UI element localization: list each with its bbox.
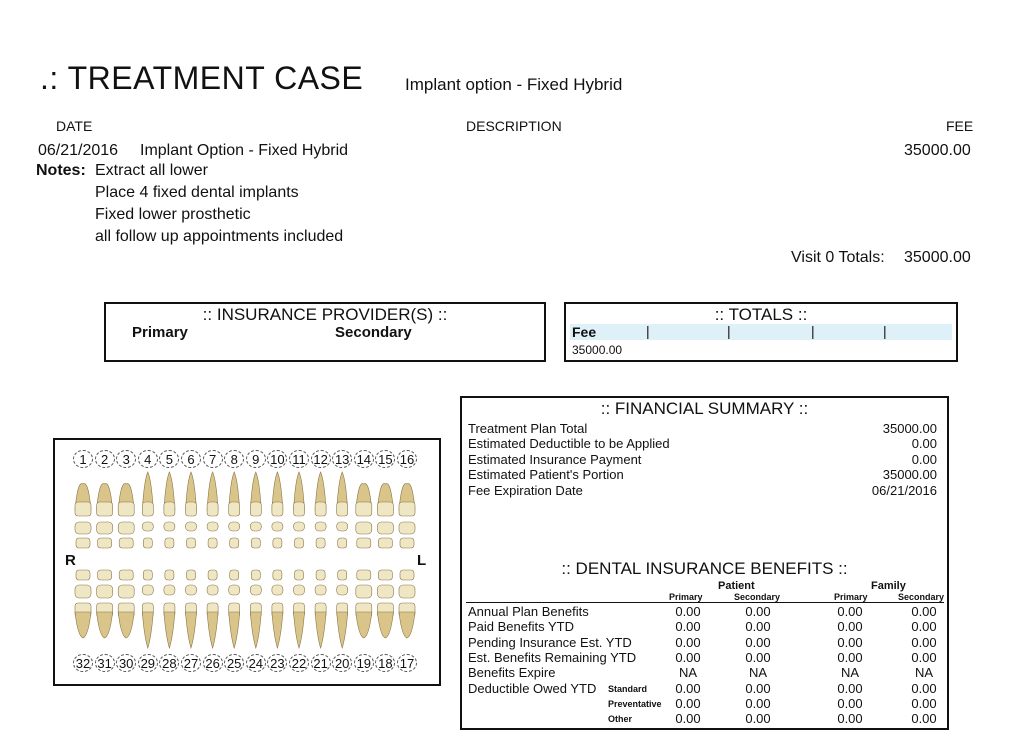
- lower-tooth-lingual: [400, 570, 414, 580]
- financial-summary-box: [460, 396, 949, 730]
- tooth-number[interactable]: 18: [375, 654, 395, 672]
- benefit-row-label: Deductible Owed YTD: [468, 680, 597, 696]
- note-line: Place 4 fixed dental implants: [95, 184, 299, 201]
- upper-tooth-crown: [118, 502, 134, 516]
- summary-label: Treatment Plan Total: [468, 421, 588, 436]
- notes-label: Notes:: [36, 162, 86, 179]
- upper-tooth-lingual: [295, 538, 304, 548]
- lower-tooth-occlusal: [164, 585, 175, 595]
- upper-tooth-lingual: [119, 538, 133, 548]
- benefit-value: 0.00: [911, 680, 937, 696]
- tooth-number[interactable]: 10: [267, 450, 287, 468]
- lower-tooth-root: [118, 612, 134, 638]
- lower-tooth-occlusal: [399, 585, 415, 598]
- upper-tooth-occlusal: [356, 522, 372, 534]
- column-separator: |: [811, 323, 815, 339]
- upper-tooth-crown: [250, 502, 261, 516]
- benefit-value: 0.00: [745, 711, 771, 727]
- summary-value: 0.00: [911, 452, 937, 467]
- tooth-number[interactable]: 8: [224, 450, 244, 468]
- upper-tooth-crown: [142, 502, 153, 516]
- entry-date: 06/21/2016: [38, 142, 119, 159]
- visit-totals-label: Visit 0 Totals:: [791, 249, 885, 266]
- benefit-value: 0.00: [745, 680, 771, 696]
- benefit-value: 0.00: [745, 649, 771, 665]
- lower-tooth-lingual: [143, 570, 152, 580]
- upper-tooth-lingual: [400, 538, 414, 548]
- tooth-number[interactable]: 32: [73, 654, 93, 672]
- deductible-type-label: Standard: [608, 683, 648, 694]
- tooth-number[interactable]: 13: [332, 450, 352, 468]
- benefit-value: NA: [840, 665, 860, 681]
- upper-tooth-lingual: [187, 538, 196, 548]
- deductible-type-label: Other: [608, 714, 633, 725]
- lower-tooth-root: [75, 612, 91, 638]
- upper-tooth-crown: [356, 502, 372, 516]
- upper-tooth-lingual: [273, 538, 282, 548]
- tooth-number[interactable]: 4: [138, 450, 158, 468]
- tooth-number[interactable]: 27: [181, 654, 201, 672]
- benefit-value: 0.00: [837, 695, 863, 711]
- tooth-number[interactable]: 25: [224, 654, 244, 672]
- lower-tooth-occlusal: [356, 585, 372, 598]
- benefit-value: 0.00: [675, 649, 701, 665]
- benefit-value: 0.00: [911, 619, 937, 635]
- summary-label: Estimated Insurance Payment: [468, 452, 642, 467]
- upper-tooth-occlusal: [337, 522, 348, 531]
- upper-tooth-occlusal: [75, 522, 91, 534]
- lower-tooth-occlusal: [207, 585, 218, 595]
- upper-tooth-occlusal: [164, 522, 175, 531]
- lower-tooth-lingual: [119, 570, 133, 580]
- benefit-value: 0.00: [911, 711, 937, 727]
- lower-tooth-lingual: [357, 570, 371, 580]
- lower-tooth-lingual: [378, 570, 392, 580]
- totals-box: [564, 302, 958, 362]
- benefit-value: 0.00: [911, 649, 937, 665]
- upper-tooth-occlusal: [229, 522, 240, 531]
- summary-value: 0.00: [911, 436, 937, 451]
- benefit-value: 0.00: [911, 634, 937, 650]
- tooth-number[interactable]: 11: [289, 450, 309, 468]
- note-line: all follow up appointments included: [95, 228, 344, 245]
- upper-tooth-occlusal: [186, 522, 197, 531]
- upper-tooth-lingual: [230, 538, 239, 548]
- tooth-number[interactable]: 26: [203, 654, 223, 672]
- tooth-number[interactable]: 16: [397, 450, 417, 468]
- entry-description: Implant Option - Fixed Hybrid: [140, 142, 349, 159]
- benefit-value: 0.00: [837, 680, 863, 696]
- patient-secondary-header: Secondary: [734, 592, 781, 602]
- tooth-number[interactable]: 17: [397, 654, 417, 672]
- benefit-value: 0.00: [911, 695, 937, 711]
- deductible-type-label: Preventative: [608, 698, 662, 709]
- tooth-number[interactable]: 9: [246, 450, 266, 468]
- tooth-number[interactable]: 31: [95, 654, 115, 672]
- entry-fee: 35000.00: [904, 142, 971, 159]
- lower-tooth-lingual: [165, 570, 174, 580]
- upper-tooth-occlusal: [272, 522, 283, 531]
- summary-label: Estimated Deductible to be Applied: [468, 436, 670, 451]
- date-column-header: DATE: [56, 118, 93, 134]
- patient-primary-header: Primary: [669, 592, 703, 602]
- upper-tooth-occlusal: [118, 522, 134, 534]
- upper-tooth-lingual: [251, 538, 260, 548]
- tooth-number[interactable]: 12: [311, 450, 331, 468]
- summary-value: 06/21/2016: [871, 483, 937, 498]
- tooth-number[interactable]: 20: [332, 654, 352, 672]
- secondary-provider-label: Secondary: [335, 324, 412, 341]
- upper-tooth-crown: [229, 502, 240, 516]
- tooth-number[interactable]: 2: [95, 450, 115, 468]
- upper-tooth-crown: [75, 502, 91, 516]
- tooth-number[interactable]: 30: [116, 654, 136, 672]
- benefit-value: 0.00: [675, 680, 701, 696]
- benefits-title: :: DENTAL INSURANCE BENEFITS ::: [561, 559, 848, 578]
- tooth-number[interactable]: 29: [138, 654, 158, 672]
- upper-tooth-lingual: [208, 538, 217, 548]
- tooth-number[interactable]: 22: [289, 654, 309, 672]
- upper-tooth-lingual: [98, 538, 112, 548]
- fee-column-header: FEE: [946, 118, 974, 134]
- left-side-label: L: [417, 552, 427, 569]
- insurance-providers-box: [104, 302, 546, 362]
- totals-fee-label: Fee: [572, 324, 597, 340]
- lower-tooth-root: [272, 612, 283, 648]
- patient-group-header: Patient: [718, 580, 755, 592]
- upper-tooth-crown: [399, 502, 415, 516]
- insurance-providers-title: :: INSURANCE PROVIDER(S) ::: [202, 305, 448, 324]
- tooth-number[interactable]: 21: [311, 654, 331, 672]
- upper-tooth-crown: [207, 502, 218, 516]
- upper-tooth-occlusal: [315, 522, 326, 531]
- upper-tooth-occlusal: [399, 522, 415, 534]
- lower-tooth-occlusal: [377, 585, 393, 598]
- lower-tooth-occlusal: [142, 585, 153, 595]
- tooth-number[interactable]: 6: [181, 450, 201, 468]
- benefit-row-label: Annual Plan Benefits: [468, 604, 589, 619]
- upper-tooth-crown: [337, 502, 348, 516]
- family-group-header: Family: [871, 580, 906, 592]
- lower-tooth-lingual: [316, 570, 325, 580]
- lower-tooth-lingual: [208, 570, 217, 580]
- lower-tooth-root: [356, 612, 372, 638]
- upper-tooth-lingual: [143, 538, 152, 548]
- lower-tooth-root: [164, 612, 175, 648]
- lower-tooth-occlusal: [337, 585, 348, 595]
- upper-tooth-occlusal: [207, 522, 218, 531]
- tooth-number[interactable]: 19: [354, 654, 374, 672]
- note-line: Fixed lower prosthetic: [95, 206, 251, 223]
- lower-tooth-root: [97, 612, 113, 638]
- benefit-row-label: Pending Insurance Est. YTD: [468, 634, 632, 650]
- lower-tooth-occlusal: [97, 585, 113, 598]
- column-separator: |: [646, 323, 650, 339]
- tooth-number[interactable]: 14: [354, 450, 374, 468]
- benefit-value: 0.00: [837, 634, 863, 650]
- benefit-value: 0.00: [837, 711, 863, 727]
- tooth-number[interactable]: 3: [116, 450, 136, 468]
- description-column-header: DESCRIPTION: [466, 118, 562, 134]
- upper-tooth-crown: [294, 502, 305, 516]
- benefit-value: NA: [678, 665, 698, 681]
- lower-tooth-occlusal: [294, 585, 305, 595]
- lower-tooth-occlusal: [272, 585, 283, 595]
- lower-tooth-lingual: [251, 570, 260, 580]
- right-side-label: R: [65, 552, 76, 569]
- lower-tooth-lingual: [76, 570, 90, 580]
- lower-tooth-lingual: [338, 570, 347, 580]
- family-secondary-header: Secondary: [898, 592, 945, 602]
- teeth-illustration[interactable]: [55, 440, 439, 684]
- upper-tooth-lingual: [357, 538, 371, 548]
- benefit-value: 0.00: [837, 619, 863, 635]
- lower-tooth-root: [250, 612, 261, 648]
- lower-tooth-root: [207, 612, 218, 648]
- financial-summary-title: :: FINANCIAL SUMMARY ::: [600, 399, 809, 418]
- benefit-value: 0.00: [745, 695, 771, 711]
- benefit-value: 0.00: [675, 711, 701, 727]
- page-subtitle: Implant option - Fixed Hybrid: [405, 75, 623, 94]
- tooth-number[interactable]: 7: [203, 450, 223, 468]
- benefit-value: 0.00: [837, 649, 863, 665]
- lower-tooth-root: [229, 612, 240, 648]
- benefit-value: 0.00: [675, 695, 701, 711]
- lower-tooth-occlusal: [315, 585, 326, 595]
- page-title: .: TREATMENT CASE: [40, 60, 364, 96]
- upper-tooth-lingual: [378, 538, 392, 548]
- lower-tooth-root: [399, 612, 415, 638]
- lower-tooth-lingual: [295, 570, 304, 580]
- lower-tooth-root: [142, 612, 153, 648]
- benefit-value: 0.00: [675, 604, 701, 619]
- lower-tooth-lingual: [230, 570, 239, 580]
- benefit-row-label: Paid Benefits YTD: [468, 619, 574, 635]
- lower-tooth-lingual: [273, 570, 282, 580]
- tooth-number[interactable]: 15: [375, 450, 395, 468]
- column-separator: |: [727, 323, 731, 339]
- benefit-value: 0.00: [837, 604, 863, 619]
- upper-tooth-crown: [272, 502, 283, 516]
- summary-value: 35000.00: [882, 421, 937, 436]
- benefit-value: 0.00: [745, 619, 771, 635]
- benefit-value: NA: [748, 665, 768, 681]
- note-line: Extract all lower: [95, 162, 208, 179]
- tooth-number[interactable]: 1: [73, 450, 93, 468]
- upper-tooth-crown: [377, 502, 393, 516]
- summary-label: Fee Expiration Date: [468, 483, 583, 498]
- family-primary-header: Primary: [834, 592, 868, 602]
- upper-tooth-occlusal: [250, 522, 261, 531]
- lower-tooth-root: [377, 612, 393, 638]
- upper-tooth-occlusal: [377, 522, 393, 534]
- upper-tooth-crown: [186, 502, 197, 516]
- benefit-value: 0.00: [675, 634, 701, 650]
- upper-tooth-crown: [97, 502, 113, 516]
- benefit-value: 0.00: [745, 634, 771, 650]
- benefit-value: 0.00: [911, 604, 937, 619]
- upper-tooth-crown: [315, 502, 326, 516]
- benefit-value: NA: [914, 665, 934, 681]
- tooth-number[interactable]: 24: [246, 654, 266, 672]
- upper-tooth-lingual: [76, 538, 90, 548]
- lower-tooth-occlusal: [75, 585, 91, 598]
- upper-tooth-occlusal: [97, 522, 113, 534]
- lower-tooth-occlusal: [118, 585, 134, 598]
- summary-value: 35000.00: [882, 467, 937, 482]
- tooth-number[interactable]: 28: [159, 654, 179, 672]
- primary-provider-label: Primary: [132, 324, 188, 341]
- lower-tooth-root: [315, 612, 326, 648]
- tooth-number[interactable]: 5: [159, 450, 179, 468]
- visit-totals-value: 35000.00: [904, 249, 971, 266]
- benefit-row-label: Est. Benefits Remaining YTD: [468, 649, 637, 665]
- summary-label: Estimated Patient's Portion: [468, 467, 624, 482]
- lower-tooth-lingual: [187, 570, 196, 580]
- upper-tooth-lingual: [165, 538, 174, 548]
- upper-tooth-crown: [164, 502, 175, 516]
- upper-tooth-lingual: [338, 538, 347, 548]
- benefit-row-label: Benefits Expire: [468, 665, 556, 681]
- benefit-value: 0.00: [675, 619, 701, 635]
- upper-tooth-lingual: [316, 538, 325, 548]
- upper-tooth-occlusal: [294, 522, 305, 531]
- upper-tooth-occlusal: [142, 522, 153, 531]
- lower-tooth-lingual: [98, 570, 112, 580]
- lower-tooth-root: [337, 612, 348, 648]
- lower-tooth-occlusal: [250, 585, 261, 595]
- benefits-header-divider: [466, 602, 944, 603]
- lower-tooth-root: [294, 612, 305, 648]
- totals-title: :: TOTALS ::: [714, 305, 808, 324]
- tooth-chart: [53, 438, 441, 686]
- benefit-value: 0.00: [745, 604, 771, 619]
- lower-tooth-root: [186, 612, 197, 648]
- fee-header-bar: [570, 324, 952, 340]
- lower-tooth-occlusal: [186, 585, 197, 595]
- lower-tooth-occlusal: [229, 585, 240, 595]
- column-separator: |: [883, 323, 887, 339]
- totals-fee-value: 35000.00: [572, 343, 623, 357]
- tooth-number[interactable]: 23: [267, 654, 287, 672]
